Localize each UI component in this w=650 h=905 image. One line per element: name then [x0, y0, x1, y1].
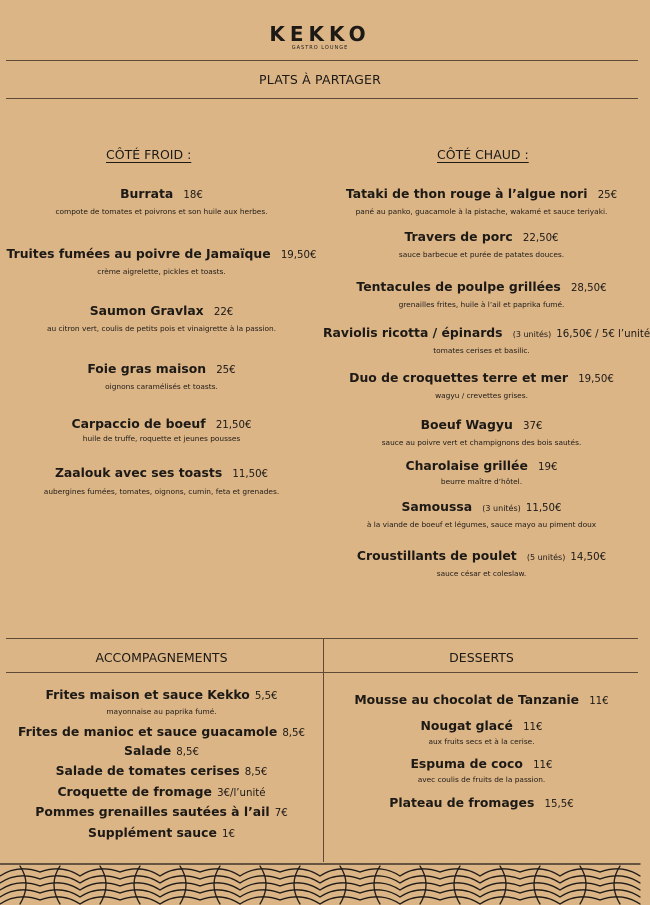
item-quantity: (5 unités) [526, 553, 566, 562]
menu-item [0, 462, 323, 496]
item-name: Carpaccio de boeuf [71, 416, 206, 431]
item-price: 16,50€ / 5€ l’unité [556, 329, 650, 340]
item-name: Frites maison et sauce Kekko [45, 687, 250, 702]
item-name: Travers de porc [404, 229, 513, 244]
menu-item [323, 367, 640, 400]
item-price: 28,50€ [570, 283, 607, 294]
leaf-tile [0, 864, 40, 904]
column-title-cote-chaud: CÔTÉ CHAUD : [437, 147, 529, 162]
leaf-tile [160, 864, 200, 904]
item-price: 14,50€ [570, 552, 607, 563]
divider [6, 60, 638, 61]
item-description: pané au panko, guacamole à la pistache, wakamé et sauce teriyaki. [355, 207, 608, 216]
item-name: Salade [124, 743, 172, 758]
menu-item [0, 740, 323, 759]
menu-item [323, 753, 640, 784]
item-description: oignons caramélisés et toasts. [105, 382, 218, 391]
item-name: Foie gras maison [87, 361, 207, 376]
item-description: sauce césar et coleslaw. [436, 569, 527, 578]
item-name: Tataki de thon rouge à l’algue nori [345, 186, 588, 201]
item-name: Salade de tomates cerises [55, 763, 240, 778]
item-name: Duo de croquettes terre et mer [349, 370, 569, 385]
item-name: Supplément sauce [88, 825, 217, 840]
item-price: 11€ [533, 760, 553, 771]
menu-item [0, 760, 323, 779]
item-name: Pommes grenailles sautées à l’ail [35, 804, 270, 819]
item-price: 19,50€ [578, 374, 614, 385]
menu-item [323, 792, 640, 811]
divider [6, 98, 638, 99]
item-name: Raviolis ricotta / épinards [323, 325, 503, 340]
item-description: compote de tomates et poivrons et son huile aux herbes. [55, 207, 268, 216]
item-description: tomates cerises et basilic. [433, 346, 530, 355]
item-name: Mousse au chocolat de Tanzanie [354, 692, 580, 707]
item-name: Zaalouk avec ses toasts [54, 465, 223, 480]
item-description: beurre maître d’hôtel. [440, 477, 523, 486]
item-price: 1€ [221, 829, 235, 840]
menu-item [0, 183, 323, 216]
item-name: Truites fumées au poivre de Jamaïque [6, 246, 271, 261]
item-name: Boeuf Wagyu [420, 417, 513, 432]
item-name: Croustillants de poulet [356, 548, 517, 563]
menu-item [0, 721, 323, 740]
column-divider [323, 638, 324, 862]
item-price: 8,5€ [176, 747, 199, 758]
leaf-tile [440, 864, 480, 904]
item-price: 11€ [523, 722, 543, 733]
leaf-tile [480, 864, 520, 904]
item-name: Tentacules de poulpe grillées [356, 279, 561, 294]
leaf-tile [360, 864, 400, 904]
section-title-accompagnements: ACCOMPAGNEMENTS [95, 650, 228, 665]
menu-item [0, 413, 323, 443]
section-title-plats: PLATS À PARTAGER [259, 72, 381, 87]
item-description: au citron vert, coulis de petits pois et vinaigrette à la passion. [46, 324, 277, 333]
item-description: à la viande de boeuf et légumes, sauce mayo au piment doux [366, 520, 597, 529]
menu-item [323, 455, 640, 486]
item-name: Plateau de fromages [389, 795, 535, 810]
menu-item [323, 689, 640, 708]
menu-item [0, 684, 323, 716]
item-name: Nougat glacé [420, 718, 513, 733]
menu-item [0, 801, 323, 820]
item-description: mayonnaise au paprika fumé. [106, 707, 217, 716]
section-title-desserts: DESSERTS [449, 650, 514, 665]
brand-tagline: GASTRO LOUNGE [291, 45, 349, 51]
item-description: sauce au poivre vert et champignons des bois sautés. [381, 438, 582, 447]
menu-item [323, 545, 640, 578]
item-description: sauce barbecue et purée de patates douces. [398, 250, 565, 259]
leaf-tile [80, 864, 120, 904]
item-name: Frites de manioc et sauce guacamole [17, 724, 278, 739]
column-title-cote-froid: CÔTÉ FROID : [106, 147, 192, 162]
menu-item [0, 243, 323, 276]
menu-item [323, 276, 640, 309]
menu-item [0, 358, 323, 391]
leaf-tile [40, 864, 80, 904]
item-price: 15,5€ [544, 799, 574, 810]
item-price: 11,50€ [232, 469, 269, 480]
item-price: 21,50€ [215, 420, 252, 431]
item-description: aubergines fumées, tomates, oignons, cumin, feta et grenades. [43, 487, 280, 496]
item-price: 5,5€ [254, 691, 278, 702]
item-name: Croquette de fromage [57, 784, 212, 799]
item-price: 19,50€ [280, 250, 317, 261]
item-name: Burrata [120, 186, 174, 201]
item-description: wagyu / crevettes grises. [435, 391, 528, 400]
menu-item [323, 322, 650, 355]
leaf-tile [120, 864, 160, 904]
item-price: 25€ [597, 190, 618, 201]
item-description: avec coulis de fruits de la passion. [417, 775, 546, 784]
item-price: 22,50€ [522, 233, 559, 244]
item-name: Espuma de coco [410, 756, 523, 771]
item-price: 8,5€ [282, 728, 306, 739]
item-description: huile de truffe, roquette et jeunes pousses [82, 434, 241, 443]
item-description: grenailles frites, huile à l’ail et paprika fumé. [398, 300, 565, 309]
item-price: 11€ [589, 696, 609, 707]
item-price: 3€/l’unité [217, 788, 266, 799]
item-name: Samoussa [401, 499, 473, 514]
leaf-tile [600, 864, 640, 904]
item-price: 37€ [522, 421, 543, 432]
menu-item [323, 496, 640, 529]
item-quantity: (3 unités) [482, 504, 521, 513]
menu-item [0, 781, 323, 800]
item-description: aux fruits secs et à la cerise. [428, 737, 535, 746]
leaf-tile [560, 864, 600, 904]
menu-item [0, 822, 323, 841]
leaf-tile [240, 864, 280, 904]
leaf-tile [320, 864, 360, 904]
item-price: 8,5€ [244, 767, 268, 778]
item-price: 19€ [538, 462, 558, 473]
menu-item [323, 226, 640, 259]
item-price: 22€ [213, 307, 234, 318]
leaf-pattern-border [0, 862, 640, 905]
menu-item [323, 183, 640, 216]
item-price: 18€ [183, 190, 203, 201]
item-description: crème aigrelette, pickles et toasts. [97, 267, 226, 276]
leaf-tile [200, 864, 240, 904]
item-price: 25€ [216, 365, 236, 376]
menu-item [323, 414, 640, 447]
leaf-tile [400, 864, 440, 904]
divider [6, 672, 638, 673]
item-name: Charolaise grillée [405, 458, 528, 473]
item-name: Saumon Gravlax [89, 303, 204, 318]
item-price: 7€ [274, 808, 288, 819]
item-quantity: (3 unités) [512, 330, 552, 339]
leaf-tile [520, 864, 560, 904]
leaf-tile [280, 864, 320, 904]
brand-logo: KEKKO [269, 22, 371, 46]
divider [6, 638, 638, 639]
item-price: 11,50€ [525, 503, 562, 514]
menu-item [323, 715, 640, 746]
menu-item [0, 300, 323, 333]
